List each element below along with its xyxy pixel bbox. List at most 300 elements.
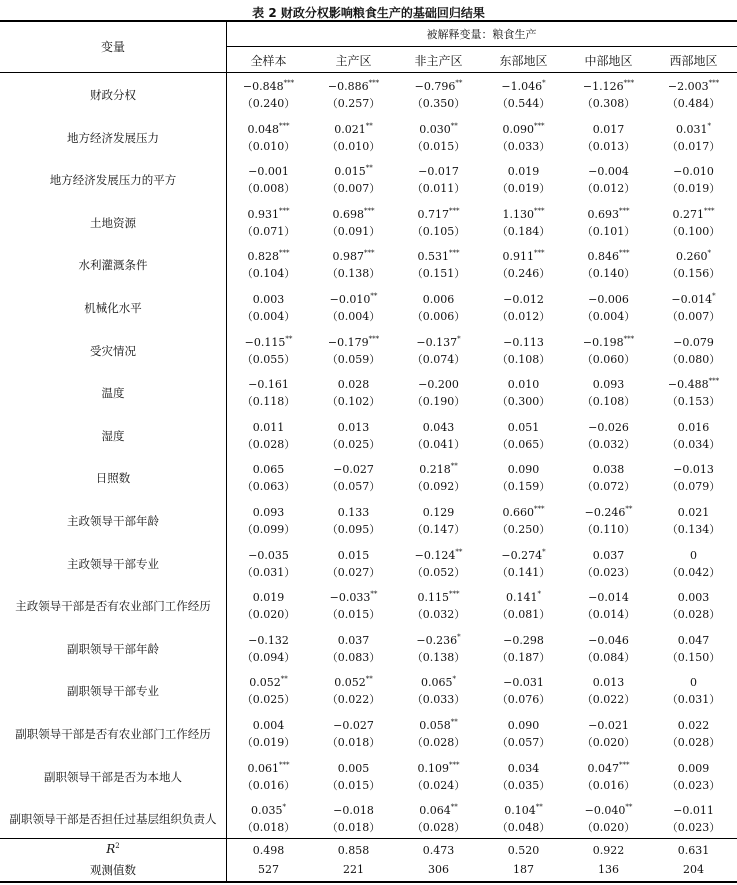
coefficient-cell bbox=[396, 674, 481, 691]
standard-error-cell: （0.308） bbox=[581, 97, 636, 110]
coefficient-cell bbox=[311, 802, 396, 819]
coefficient-value: 0.090 bbox=[507, 463, 540, 477]
standard-error-cell: （0.020） bbox=[581, 736, 636, 749]
row-label: 日照数 bbox=[95, 471, 131, 486]
coefficient-cell bbox=[651, 632, 736, 649]
coefficient-value: −0.179 bbox=[327, 335, 369, 349]
r2-label bbox=[0, 842, 226, 856]
coefficient-cell bbox=[311, 121, 396, 138]
variable-header: 变量 bbox=[100, 39, 125, 54]
standard-error-cell: （0.057） bbox=[496, 736, 551, 749]
table-caption: 表 2 财政分权影响粮食生产的基础回归结果 bbox=[252, 6, 485, 20]
standard-error-cell: （0.031） bbox=[241, 565, 296, 579]
coefficient-cell bbox=[566, 760, 651, 777]
row-label: 副职领导干部是否为本地人 bbox=[44, 769, 182, 784]
coefficient-cell bbox=[566, 163, 651, 180]
coefficient-cell bbox=[226, 717, 311, 734]
coefficient-value: 0.693 bbox=[587, 207, 619, 221]
coefficient-value: −0.046 bbox=[588, 633, 629, 647]
row-label: 主政领导干部年龄 bbox=[67, 514, 159, 528]
coefficient-value: 0.043 bbox=[422, 420, 455, 434]
coefficient-value: −0.006 bbox=[588, 293, 629, 306]
standard-error-cell: （0.007） bbox=[666, 310, 721, 323]
coefficient-cell bbox=[226, 291, 311, 308]
standard-error-cell: （0.028） bbox=[411, 821, 466, 835]
significance-stars: *** bbox=[619, 249, 630, 258]
observations-label: 观测值数 bbox=[90, 863, 136, 877]
coefficient-cell bbox=[481, 206, 566, 223]
standard-error-cell: （0.007） bbox=[326, 182, 381, 196]
coefficient-cell bbox=[481, 632, 566, 649]
standard-error-cell: （0.190） bbox=[411, 395, 466, 409]
coefficient-cell bbox=[651, 78, 736, 95]
coefficient-cell bbox=[481, 376, 566, 393]
standard-error-cell: （0.544） bbox=[496, 97, 551, 110]
coefficient-value: 0.004 bbox=[252, 719, 285, 732]
coefficient-cell bbox=[651, 547, 736, 564]
standard-error-cell: （0.080） bbox=[666, 352, 721, 366]
significance-stars: ** bbox=[535, 803, 543, 812]
coefficient-cell bbox=[566, 632, 651, 649]
coefficient-value: 0.035 bbox=[251, 804, 283, 818]
coefficient-value: −0.886 bbox=[327, 80, 369, 93]
coefficient-value: 0.660 bbox=[502, 506, 534, 519]
significance-stars: *** bbox=[619, 206, 630, 215]
coefficient-value: −0.124 bbox=[414, 548, 456, 562]
coefficient-value: 0.021 bbox=[334, 122, 366, 136]
coefficient-cell bbox=[566, 121, 651, 138]
coefficient-cell bbox=[226, 206, 311, 223]
significance-stars: *** bbox=[283, 79, 295, 87]
coefficient-value: 0.052 bbox=[334, 676, 366, 690]
standard-error-cell: （0.016） bbox=[241, 778, 296, 792]
coefficient-value: 0.061 bbox=[247, 761, 279, 775]
standard-error-cell: （0.184） bbox=[496, 224, 551, 238]
standard-error-cell: （0.035） bbox=[496, 778, 551, 792]
standard-error-cell: （0.012） bbox=[581, 182, 636, 196]
coefficient-cell bbox=[396, 589, 481, 606]
coefficient-cell bbox=[481, 334, 566, 351]
coefficient-value: 0.003 bbox=[252, 293, 285, 306]
significance-stars: *** bbox=[623, 334, 635, 343]
standard-error-cell: （0.023） bbox=[666, 778, 721, 792]
standard-error-cell: （0.134） bbox=[666, 523, 721, 536]
coefficient-cell bbox=[226, 121, 311, 138]
coefficient-value: 0.090 bbox=[507, 719, 540, 732]
coefficient-cell bbox=[481, 504, 566, 521]
coefficient-value: 0.260 bbox=[676, 250, 708, 264]
coefficient-cell bbox=[481, 163, 566, 180]
coefficient-cell bbox=[481, 419, 566, 436]
coefficient-value: 0.698 bbox=[332, 207, 364, 221]
standard-error-cell: （0.187） bbox=[496, 650, 551, 664]
standard-error-cell: （0.156） bbox=[666, 267, 721, 281]
coefficient-cell bbox=[566, 334, 651, 351]
significance-stars: ** bbox=[450, 462, 458, 471]
coefficient-value: −0.298 bbox=[503, 633, 544, 647]
standard-error-cell: （0.020） bbox=[241, 608, 296, 622]
standard-error-cell: （0.074） bbox=[411, 352, 466, 366]
coefficient-value: 0.047 bbox=[677, 633, 710, 647]
coefficient-value: −0.848 bbox=[242, 80, 284, 93]
coefficient-value: 0.016 bbox=[677, 420, 710, 434]
standard-error-cell: （0.019） bbox=[496, 182, 551, 196]
coefficient-cell bbox=[566, 589, 651, 606]
significance-stars: * bbox=[542, 79, 546, 87]
coefficient-cell bbox=[396, 419, 481, 436]
coefficient-value: 0.987 bbox=[332, 250, 364, 264]
standard-error-cell: （0.081） bbox=[496, 608, 551, 622]
coefficient-value: 0.022 bbox=[677, 719, 710, 732]
r2-value: 0.473 bbox=[422, 844, 455, 857]
standard-error-cell: （0.017） bbox=[666, 139, 721, 153]
coefficient-cell bbox=[566, 376, 651, 393]
coefficient-value: −0.113 bbox=[503, 335, 544, 349]
significance-stars: *** bbox=[704, 206, 715, 215]
coefficient-cell bbox=[396, 334, 481, 351]
standard-error-cell: （0.094） bbox=[241, 650, 296, 664]
coefficient-value: 0.093 bbox=[252, 506, 285, 519]
coefficient-cell bbox=[651, 589, 736, 606]
coefficient-cell bbox=[481, 248, 566, 265]
coefficient-value: −2.003 bbox=[667, 80, 709, 93]
standard-error-cell: （0.025） bbox=[241, 693, 296, 707]
standard-error-cell: （0.246） bbox=[496, 267, 551, 281]
coefficient-value: 0.271 bbox=[672, 207, 704, 221]
standard-error-cell: （0.065） bbox=[496, 437, 551, 451]
coefficient-cell bbox=[311, 461, 396, 478]
standard-error-cell: （0.048） bbox=[496, 821, 551, 835]
coefficient-value: 0.048 bbox=[247, 122, 279, 136]
standard-error-cell: （0.016） bbox=[581, 778, 636, 792]
coefficient-cell bbox=[226, 674, 311, 691]
significance-stars: *** bbox=[449, 590, 460, 599]
r2-symbol: $R^2$ bbox=[106, 842, 120, 856]
standard-error-cell: （0.350） bbox=[411, 97, 466, 110]
standard-error-cell: （0.101） bbox=[581, 224, 636, 238]
coefficient-value: −0.027 bbox=[333, 463, 374, 477]
standard-error-cell: （0.019） bbox=[241, 736, 296, 749]
coefficient-cell bbox=[311, 504, 396, 521]
standard-error-cell: （0.020） bbox=[581, 821, 636, 835]
standard-error-cell: （0.022） bbox=[581, 693, 636, 707]
coefficient-value: 0.129 bbox=[422, 506, 455, 519]
significance-stars: ** bbox=[370, 590, 378, 599]
coefficient-cell bbox=[566, 78, 651, 95]
standard-error-cell: （0.240） bbox=[241, 97, 296, 110]
standard-error-cell: （0.004） bbox=[326, 310, 381, 323]
coefficient-value: −0.198 bbox=[582, 335, 624, 349]
row-label: 地方经济发展压力的平方 bbox=[49, 173, 177, 188]
standard-error-cell: （0.011） bbox=[411, 182, 466, 196]
standard-error-cell: （0.032） bbox=[411, 608, 466, 622]
r2-value: 0.631 bbox=[677, 844, 710, 857]
coefficient-cell bbox=[651, 419, 736, 436]
significance-stars: ** bbox=[365, 121, 373, 130]
coefficient-cell bbox=[311, 760, 396, 777]
coefficient-value: 1.130 bbox=[502, 207, 534, 221]
coefficient-value: 0.017 bbox=[592, 122, 625, 136]
coefficient-value: −0.079 bbox=[673, 335, 714, 349]
coefficient-value: 0.218 bbox=[419, 463, 451, 477]
coefficient-value: −0.033 bbox=[329, 591, 371, 605]
standard-error-cell: （0.006） bbox=[411, 310, 466, 323]
coefficient-value: 0.133 bbox=[337, 506, 370, 519]
coefficient-value: −0.013 bbox=[673, 463, 714, 477]
significance-stars: *** bbox=[534, 505, 545, 513]
standard-error-cell: （0.015） bbox=[326, 608, 381, 622]
coefficient-cell bbox=[651, 163, 736, 180]
coefficient-value: 0.037 bbox=[337, 633, 370, 647]
significance-stars: * bbox=[452, 675, 456, 684]
standard-error-cell: （0.008） bbox=[241, 182, 296, 196]
standard-error-cell: （0.108） bbox=[496, 352, 551, 366]
coefficient-cell bbox=[311, 291, 396, 308]
standard-error-cell: （0.052） bbox=[411, 565, 466, 579]
standard-error-cell: （0.014） bbox=[581, 608, 636, 622]
coefficient-cell bbox=[226, 589, 311, 606]
coefficient-value: −1.126 bbox=[582, 80, 624, 93]
coefficient-cell bbox=[396, 291, 481, 308]
coefficient-value: 0.052 bbox=[249, 676, 281, 690]
observations-value: 187 bbox=[513, 863, 534, 876]
coefficient-cell bbox=[566, 717, 651, 734]
coefficient-value: −0.004 bbox=[588, 165, 629, 179]
observations-value: 136 bbox=[598, 863, 619, 876]
coefficient-value: −0.035 bbox=[248, 548, 289, 562]
column-header: 中部地区 bbox=[584, 54, 633, 68]
coefficient-cell bbox=[396, 461, 481, 478]
coefficient-cell bbox=[566, 248, 651, 265]
significance-stars: *** bbox=[534, 121, 545, 130]
coefficient-cell bbox=[481, 121, 566, 138]
coefficient-value: 0.141 bbox=[506, 591, 538, 605]
row-label: 副职领导干部年龄 bbox=[67, 641, 159, 656]
standard-error-cell: （0.095） bbox=[326, 523, 381, 536]
coefficient-value: 0.037 bbox=[592, 548, 625, 562]
coefficient-value: −0.488 bbox=[667, 378, 709, 392]
coefficient-cell bbox=[566, 206, 651, 223]
standard-error-cell: （0.028） bbox=[666, 736, 721, 749]
coefficient-cell bbox=[396, 760, 481, 777]
standard-error-cell: （0.055） bbox=[241, 352, 296, 366]
row-label: 副职领导干部是否有农业部门工作经历 bbox=[15, 727, 211, 741]
coefficient-cell bbox=[226, 163, 311, 180]
coefficient-cell bbox=[311, 547, 396, 564]
standard-error-cell: （0.028） bbox=[411, 736, 466, 749]
coefficient-value: −0.115 bbox=[244, 335, 286, 349]
standard-error-cell: （0.153） bbox=[666, 395, 721, 409]
coefficient-cell bbox=[481, 461, 566, 478]
coefficient-cell bbox=[311, 632, 396, 649]
coefficient-cell bbox=[226, 760, 311, 777]
coefficient-value: 0 bbox=[690, 676, 697, 690]
standard-error-cell: （0.031） bbox=[666, 693, 721, 707]
standard-error-cell: （0.010） bbox=[241, 139, 296, 153]
coefficient-value: 0.015 bbox=[337, 548, 370, 562]
row-label: 副职领导干部是否担任过基层组织负责人 bbox=[9, 812, 217, 827]
standard-error-cell: （0.018） bbox=[326, 821, 381, 835]
coefficient-value: 0 bbox=[690, 548, 697, 562]
coefficient-cell bbox=[651, 802, 736, 819]
r2-value: 0.922 bbox=[592, 844, 625, 857]
significance-stars: * bbox=[457, 632, 461, 641]
standard-error-cell: （0.060） bbox=[581, 352, 636, 366]
coefficient-value: −0.027 bbox=[333, 719, 374, 732]
coefficient-value: −0.236 bbox=[416, 633, 458, 647]
significance-stars: *** bbox=[449, 760, 460, 769]
significance-stars: ** bbox=[455, 547, 463, 556]
significance-stars: *** bbox=[279, 121, 290, 130]
significance-stars: *** bbox=[449, 206, 460, 215]
standard-error-cell: （0.141） bbox=[496, 565, 551, 579]
row-label: 湿度 bbox=[101, 428, 125, 443]
standard-error-cell: （0.023） bbox=[581, 565, 636, 579]
significance-stars: *** bbox=[623, 79, 635, 87]
coefficient-value: 0.003 bbox=[677, 591, 710, 605]
significance-stars: *** bbox=[619, 760, 630, 769]
significance-stars: ** bbox=[370, 292, 378, 300]
coefficient-cell bbox=[396, 504, 481, 521]
column-header: 西部地区 bbox=[669, 54, 718, 68]
row-label: 财政分权 bbox=[90, 88, 136, 102]
dependent-rule bbox=[226, 46, 737, 47]
coefficient-value: −0.796 bbox=[414, 80, 456, 93]
standard-error-cell: （0.032） bbox=[581, 437, 636, 451]
coefficient-cell bbox=[651, 376, 736, 393]
coefficient-cell bbox=[396, 78, 481, 95]
significance-stars: *** bbox=[279, 760, 290, 769]
standard-error-cell: （0.100） bbox=[666, 224, 721, 238]
coefficient-cell bbox=[481, 802, 566, 819]
significance-stars: *** bbox=[534, 206, 545, 215]
coefficient-cell bbox=[651, 291, 736, 308]
coefficient-value: −0.274 bbox=[501, 548, 543, 562]
coefficient-cell bbox=[226, 547, 311, 564]
standard-error-cell: （0.033） bbox=[411, 693, 466, 707]
coefficient-cell bbox=[481, 547, 566, 564]
standard-error-cell: （0.034） bbox=[666, 437, 721, 451]
coefficient-cell bbox=[566, 419, 651, 436]
coefficient-cell bbox=[651, 461, 736, 478]
coefficient-cell bbox=[226, 78, 311, 95]
coefficient-value: 0.019 bbox=[252, 591, 285, 605]
coefficient-value: 0.115 bbox=[417, 591, 449, 605]
coefficient-value: 0.028 bbox=[337, 378, 370, 392]
significance-stars: *** bbox=[708, 79, 720, 87]
coefficient-value: 0.030 bbox=[419, 122, 451, 136]
coefficient-cell bbox=[396, 802, 481, 819]
standard-error-cell: （0.118） bbox=[241, 395, 296, 409]
significance-stars: * bbox=[542, 547, 546, 556]
coefficient-value: 0.090 bbox=[502, 122, 534, 136]
r2-value: 0.520 bbox=[507, 844, 540, 857]
standard-error-cell: （0.010） bbox=[326, 139, 381, 153]
observations-value: 221 bbox=[343, 863, 364, 876]
coefficient-value: −1.046 bbox=[501, 80, 543, 93]
coefficient-value: 0.021 bbox=[677, 506, 710, 519]
coefficient-value: −0.010 bbox=[329, 293, 371, 306]
coefficient-cell bbox=[651, 504, 736, 521]
coefficient-value: 0.717 bbox=[417, 207, 449, 221]
coefficient-cell bbox=[396, 248, 481, 265]
coefficient-value: −0.200 bbox=[418, 378, 459, 392]
standard-error-cell: （0.102） bbox=[326, 395, 381, 409]
standard-error-cell: （0.150） bbox=[666, 650, 721, 664]
coefficient-value: −0.001 bbox=[248, 165, 289, 179]
coefficient-value: −0.031 bbox=[503, 676, 544, 690]
coefficient-value: −0.040 bbox=[584, 804, 626, 818]
coefficient-value: 0.911 bbox=[502, 250, 534, 264]
standard-error-cell: （0.019） bbox=[666, 182, 721, 196]
coefficient-value: −0.137 bbox=[416, 335, 458, 349]
standard-error-cell: （0.015） bbox=[411, 139, 466, 153]
coefficient-cell bbox=[226, 461, 311, 478]
r2-value: 0.498 bbox=[252, 844, 285, 857]
coefficient-cell bbox=[226, 376, 311, 393]
standard-error-cell: （0.027） bbox=[326, 565, 381, 579]
coefficient-cell bbox=[311, 206, 396, 223]
standard-error-cell: （0.108） bbox=[581, 395, 636, 409]
observations-value: 527 bbox=[258, 863, 279, 876]
significance-stars: ** bbox=[365, 164, 373, 173]
coefficient-cell bbox=[226, 334, 311, 351]
coefficient-value: 0.065 bbox=[421, 676, 453, 690]
significance-stars: *** bbox=[279, 249, 290, 258]
row-label: 机械化水平 bbox=[84, 301, 142, 315]
standard-error-cell: （0.057） bbox=[326, 480, 381, 494]
row-label: 受灾情况 bbox=[90, 343, 136, 358]
standard-error-cell: （0.092） bbox=[411, 480, 466, 494]
coefficient-value: 0.064 bbox=[419, 804, 451, 818]
coefficient-cell bbox=[566, 674, 651, 691]
row-label: 副职领导干部专业 bbox=[67, 684, 159, 699]
standard-error-cell: （0.159） bbox=[496, 480, 551, 494]
coefficient-cell bbox=[226, 248, 311, 265]
coefficient-value: 0.010 bbox=[507, 378, 540, 392]
coefficient-cell bbox=[481, 589, 566, 606]
coefficient-cell bbox=[396, 717, 481, 734]
standard-error-cell: （0.018） bbox=[241, 821, 296, 835]
significance-stars: * bbox=[537, 590, 541, 599]
significance-stars: *** bbox=[279, 206, 290, 215]
standard-error-cell: （0.091） bbox=[326, 224, 381, 238]
coefficient-cell bbox=[226, 504, 311, 521]
significance-stars: *** bbox=[364, 249, 375, 258]
significance-stars: ** bbox=[450, 803, 458, 812]
row-label: 地方经济发展压力 bbox=[67, 130, 159, 145]
standard-error-cell: （0.033） bbox=[496, 139, 551, 153]
standard-error-cell: （0.004） bbox=[581, 310, 636, 323]
r2-superscript: 2 bbox=[115, 842, 120, 850]
coefficient-value: 0.013 bbox=[337, 420, 370, 434]
standard-error-cell: （0.138） bbox=[326, 267, 381, 281]
coefficient-cell bbox=[651, 121, 736, 138]
coefficient-value: −0.026 bbox=[588, 420, 629, 434]
coefficient-value: 0.531 bbox=[417, 250, 449, 264]
standard-error-cell: （0.024） bbox=[411, 778, 466, 792]
standard-error-cell: （0.250） bbox=[496, 523, 551, 536]
coefficient-cell bbox=[651, 206, 736, 223]
coefficient-value: −0.161 bbox=[248, 378, 289, 392]
coefficient-value: 0.931 bbox=[247, 207, 279, 221]
coefficient-value: −0.014 bbox=[671, 293, 713, 306]
coefficient-cell bbox=[651, 760, 736, 777]
standard-error-cell: （0.084） bbox=[581, 650, 636, 664]
coefficient-value: 0.093 bbox=[592, 378, 625, 392]
standard-error-cell: （0.140） bbox=[581, 267, 636, 281]
coefficient-cell bbox=[481, 674, 566, 691]
